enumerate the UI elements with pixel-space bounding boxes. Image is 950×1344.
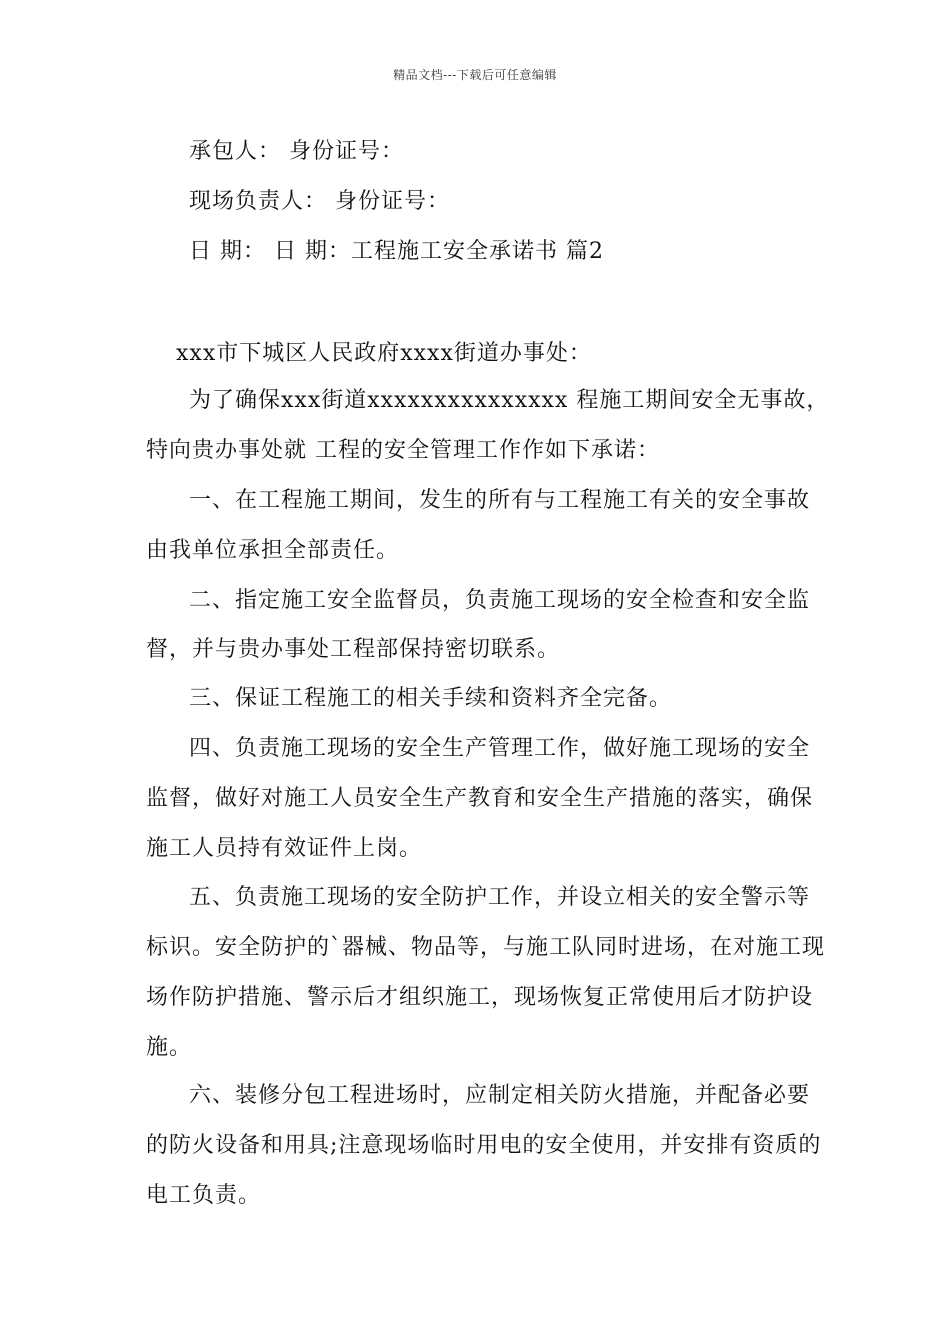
item-5-line-1: 五、负责施工现场的安全防护工作，并设立相关的安全警示等 — [189, 885, 811, 910]
intro-line-1: 为了确保xxx街道xxxxxxxxxxxxxxx 程施工期间安全无事故， — [189, 388, 830, 413]
item-4-line-2: 监督，做好对施工人员安全生产教育和安全生产措施的落实，确保 — [146, 786, 814, 811]
site-manager-line: 现场负责人： 身份证号： — [189, 189, 450, 214]
item-5-line-2: 标识。安全防护的`器械、物品等，与施工队同时进场，在对施工现 — [146, 935, 826, 960]
item-2-line-1: 二、指定施工安全监督员，负责施工现场的安全检查和安全监 — [189, 588, 811, 613]
page-header: 精品文档---下载后可任意编辑 — [393, 68, 557, 82]
item-4-line-1: 四、负责施工现场的安全生产管理工作，做好施工现场的安全 — [189, 736, 811, 761]
item-5-line-3: 场作防护措施、警示后才组织施工，现场恢复正常使用后才防护设 — [146, 985, 814, 1010]
contractor-line: 承包人： 身份证号： — [189, 139, 404, 164]
item-1-line-1: 一、在工程施工期间，发生的所有与工程施工有关的安全事故 — [189, 488, 811, 513]
item-6-line-3: 电工负责。 — [146, 1183, 262, 1208]
item-1-line-2: 由我单位承担全部责任。 — [146, 538, 400, 563]
item-6-line-2: 的防火设备和用具;注意现场临时用电的安全使用，并安排有资质的 — [146, 1133, 822, 1158]
salutation: xxx市下城区人民政府xxxx街道办事处： — [176, 341, 592, 366]
item-6-line-1: 六、装修分包工程进场时，应制定相关防火措施，并配备必要 — [189, 1083, 811, 1108]
date-line: 日 期： 日 期：工程施工安全承诺书 篇2 — [189, 239, 604, 264]
item-2-line-2: 督，并与贵办事处工程部保持密切联系。 — [146, 637, 561, 662]
intro-line-2: 特向贵办事处就 工程的安全管理工作作如下承诺： — [146, 438, 660, 463]
item-3-line-1: 三、保证工程施工的相关手续和资料齐全完备。 — [189, 686, 673, 711]
item-4-line-3: 施工人员持有效证件上岗。 — [146, 836, 423, 861]
item-5-line-4: 施。 — [146, 1035, 193, 1060]
